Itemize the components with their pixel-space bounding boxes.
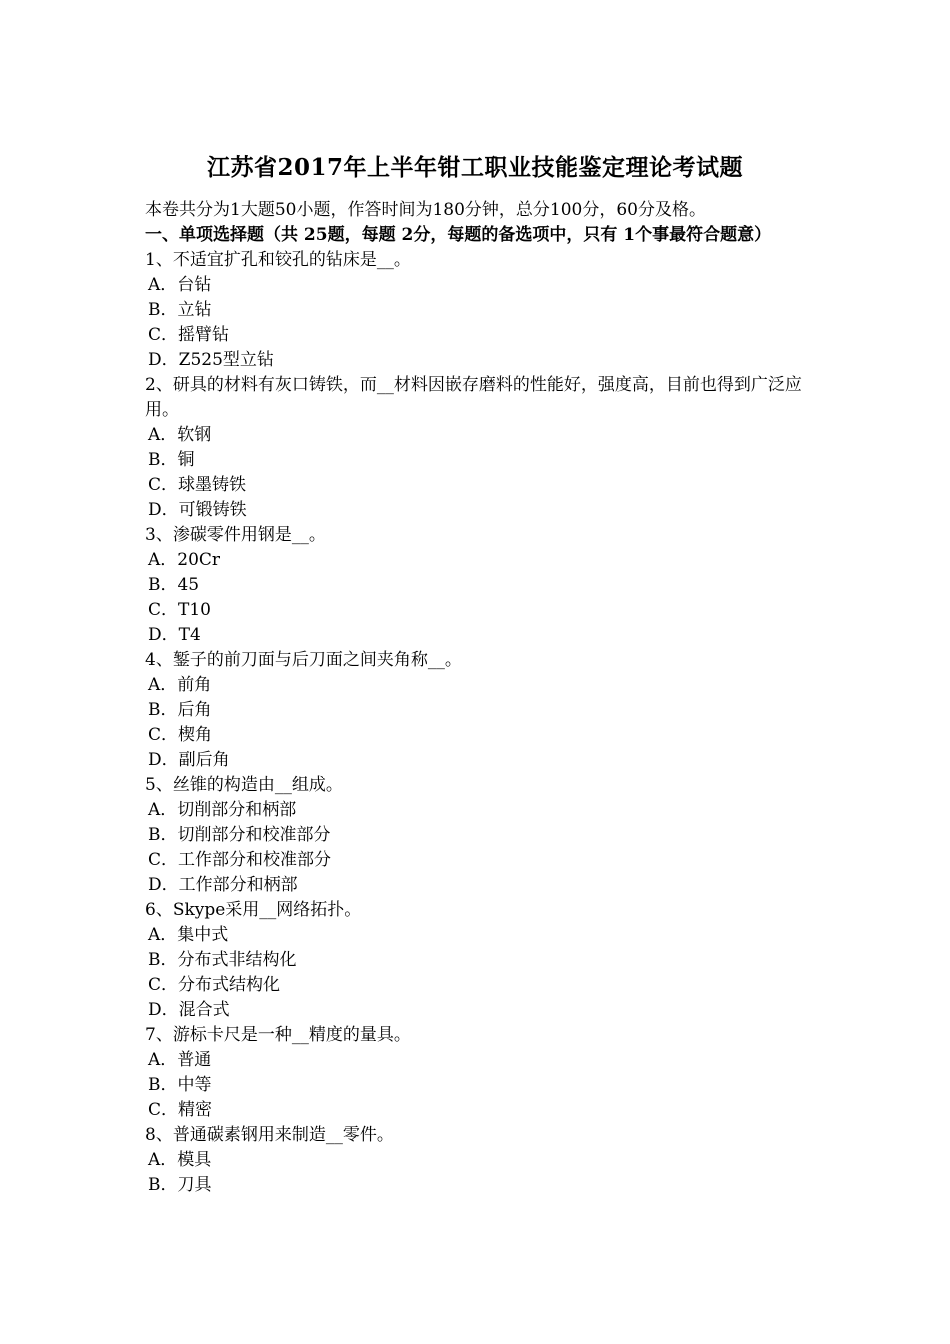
option-b: B．分布式非结构化: [148, 950, 297, 970]
option-b: B．立钻: [148, 300, 212, 320]
question-4: [145, 648, 810, 773]
option-a: A．前角: [148, 675, 212, 695]
option-d: D．T4: [148, 625, 201, 645]
document-title: 江苏省2017年上半年钳工职业技能鉴定理论考试题: [206, 154, 743, 181]
question-1: [145, 248, 810, 373]
question-stem: 4、錾子的前刀面与后刀面之间夹角称__。: [145, 650, 462, 670]
question-6: [145, 898, 810, 1023]
option-a: A．20Cr: [148, 550, 221, 570]
option-a: A．集中式: [148, 925, 229, 945]
option-b: B．45: [148, 575, 200, 595]
option-b: B．中等: [148, 1075, 212, 1095]
option-d: D．混合式: [148, 1000, 230, 1020]
option-b: B．铜: [148, 450, 195, 470]
option-c: C．摇臂钻: [148, 325, 230, 345]
question-stem: 5、丝锥的构造由__组成。: [145, 775, 343, 795]
option-d: D．副后角: [148, 750, 230, 770]
option-d: D．Z525型立钻: [148, 350, 274, 370]
question-5: [145, 773, 810, 898]
option-c: C．精密: [148, 1100, 213, 1120]
question-stem: 6、Skype采用__网络拓扑。: [145, 900, 362, 920]
question-stem: 7、游标卡尺是一种__精度的量具。: [145, 1025, 411, 1045]
question-3: [145, 523, 810, 648]
question-stem: 1、不适宜扩孔和铰孔的钻床是__。: [145, 250, 411, 270]
option-a: A．切削部分和柄部: [148, 800, 297, 820]
option-d: D．工作部分和柄部: [148, 875, 298, 895]
option-b: B．刀具: [148, 1175, 212, 1195]
question-stem: 3、渗碳零件用钢是__。: [145, 525, 326, 545]
option-c: C．工作部分和校准部分: [148, 850, 332, 870]
option-c: C．楔角: [148, 725, 213, 745]
option-c: C．球墨铸铁: [148, 475, 247, 495]
question-2: [145, 373, 810, 523]
question-8: [145, 1123, 810, 1198]
option-a: A．普通: [148, 1050, 212, 1070]
question-7: [145, 1023, 810, 1123]
option-a: A．模具: [148, 1150, 212, 1170]
question-stem: 8、普通碳素钢用来制造__零件。: [145, 1125, 394, 1145]
option-b: B．切削部分和校准部分: [148, 825, 331, 845]
option-d: D．可锻铸铁: [148, 500, 247, 520]
option-a: A．台钻: [148, 275, 212, 295]
question-stem: 2、研具的材料有灰口铸铁，而__材料因嵌存磨料的性能好，强度高，目前也得到广泛应用。: [145, 375, 802, 420]
option-b: B．后角: [148, 700, 212, 720]
option-c: C．分布式结构化: [148, 975, 281, 995]
option-a: A．软钢: [148, 425, 212, 445]
exam-intro: 本卷共分为1大题50小题，作答时间为180分钟，总分100分，60分及格。: [145, 200, 706, 220]
option-c: C．T10: [148, 600, 211, 620]
section-heading: 一、单项选择题（共 25题，每题 2分，每题的备选项中，只有 1个事最符合题意）: [145, 225, 772, 245]
document-body: [145, 198, 810, 1198]
